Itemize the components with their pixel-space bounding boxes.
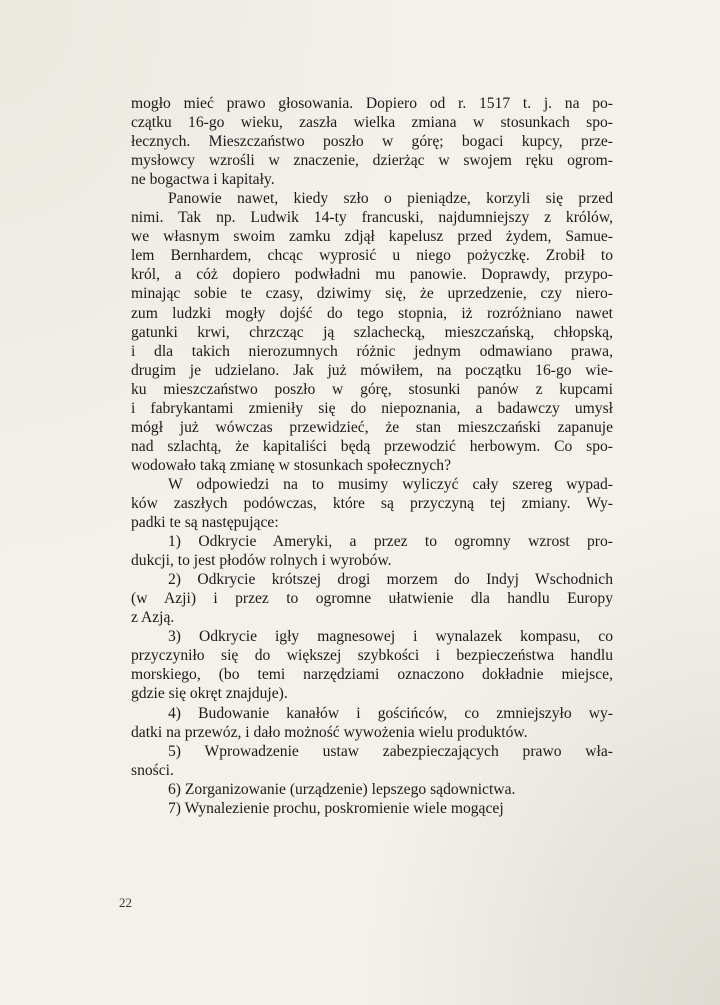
paragraph (131, 799, 613, 818)
text-line: mysłowcy wzrośli w znaczenie, dzierżąc w swojem ręku ogrom- (131, 152, 613, 170)
text-line: 6) Zorganizowanie (urządzenie) lepszego sądownictwa. (168, 780, 516, 798)
text-line: zum ludzki mogły dojść do tego stopnia, iż rozróżniano nawet (131, 304, 613, 322)
text-line: (w Azji) i przez to ogromne ułatwienie dla handlu Europy (131, 590, 613, 608)
text-line: morskiego, (bo temi narzędziami oznaczono dokładnie miejsce, (131, 666, 613, 684)
text-line: 3) Odkrycie igły magnesowej i wynalazek kompasu, co (168, 628, 613, 646)
text-line: 7) Wynalezienie prochu, poskromienie wiele mogącej (168, 799, 504, 817)
text-line: nimi. Tak np. Ludwik 14-ty francuski, najdumniejszy z królów, (131, 209, 613, 227)
text-line: Panowie nawet, kiedy szło o pieniądze, korzyli się przed (168, 190, 613, 208)
paragraph (131, 570, 613, 627)
text-line: dukcji, to jest płodów rolnych i wyrobów. (131, 552, 392, 570)
text-line: gdzie się okręt znajduje). (131, 685, 288, 703)
text-line: 1) Odkrycie Ameryki, a przez to ogromny wzrost pro- (168, 533, 613, 551)
text-line: nad szlachtą, że kapitaliści będą przewodzić herbowym. Co spo- (131, 437, 613, 455)
text-line: mógł już wówczas przewidzieć, że stan mieszczański zapanuje (131, 418, 613, 436)
text-line: czątku 16-go wieku, zaszła wielka zmiana w stosunkach spo- (131, 114, 613, 132)
text-line: ków zaszłych podówczas, które są przyczyną tej zmiany. Wy- (131, 494, 613, 512)
text-line: padki te są następujące: (131, 514, 279, 532)
text-line: W odpowiedzi na to musimy wyliczyć cały szereg wypad- (168, 475, 613, 493)
paragraph (131, 532, 613, 570)
text-line: we własnym swoim zamku zdjął kapelusz przed żydem, Samue- (131, 228, 613, 246)
text-line: mogło mieć prawo głosowania. Dopiero od r. 1517 t. j. na po- (131, 95, 613, 112)
text-line: lem Bernhardem, chcąc wyprosić u niego pożyczkę. Zrobił to (131, 247, 613, 265)
text-line: i dla takich nierozumnych różnic jednym odmawiano prawa, (131, 342, 613, 360)
text-line: drugim je udzielano. Jak już mówiłem, na początku 16-go wie- (131, 361, 613, 379)
text-line: król, a cóż dopiero podwładni mu panowie. Doprawdy, przypo- (131, 266, 613, 284)
page-text (131, 94, 613, 818)
paragraph (131, 780, 613, 799)
text-line: i fabrykantami zmieniły się do niepoznania, a badawczy umysł (131, 399, 613, 417)
paragraph (131, 475, 613, 532)
text-line: ne bogactwa i kapitały. (131, 171, 275, 189)
text-line: łecznych. Mieszczaństwo poszło w górę; bogaci kupcy, prze- (131, 133, 613, 151)
paragraph (131, 704, 613, 742)
text-line: wodowało taką zmianę w stosunkach społecznych? (131, 456, 451, 474)
paragraph (131, 742, 613, 780)
text-line: ku mieszczaństwo poszło w górę, stosunki panów z kupcami (131, 380, 613, 398)
text-line: sności. (131, 761, 174, 779)
paragraph (131, 627, 613, 703)
text-line: datki na przewóz, i dało możność wywożenia wielu produktów. (131, 723, 528, 741)
text-line: 4) Budowanie kanałów i gościńców, co zmniejszyło wy- (168, 704, 613, 722)
text-line: z Azją. (131, 609, 175, 627)
text-line: minając sobie te czasy, dziwimy się, że uprzedzenie, czy niero- (131, 285, 613, 303)
paragraph (131, 189, 613, 475)
text-line: 2) Odkrycie krótszej drogi morzem do Indyj Wschodnich (168, 571, 613, 589)
text-line: gatunki krwi, chrzcząc ją szlachecką, mieszczańską, chłopską, (131, 323, 613, 341)
text-line: przyczyniło się do większej szybkości i bezpieczeństwa handlu (131, 647, 613, 665)
paragraph (131, 94, 613, 189)
text-line: 5) Wprowadzenie ustaw zabezpieczających prawo wła- (168, 742, 613, 760)
page-number: 22 (119, 895, 132, 910)
